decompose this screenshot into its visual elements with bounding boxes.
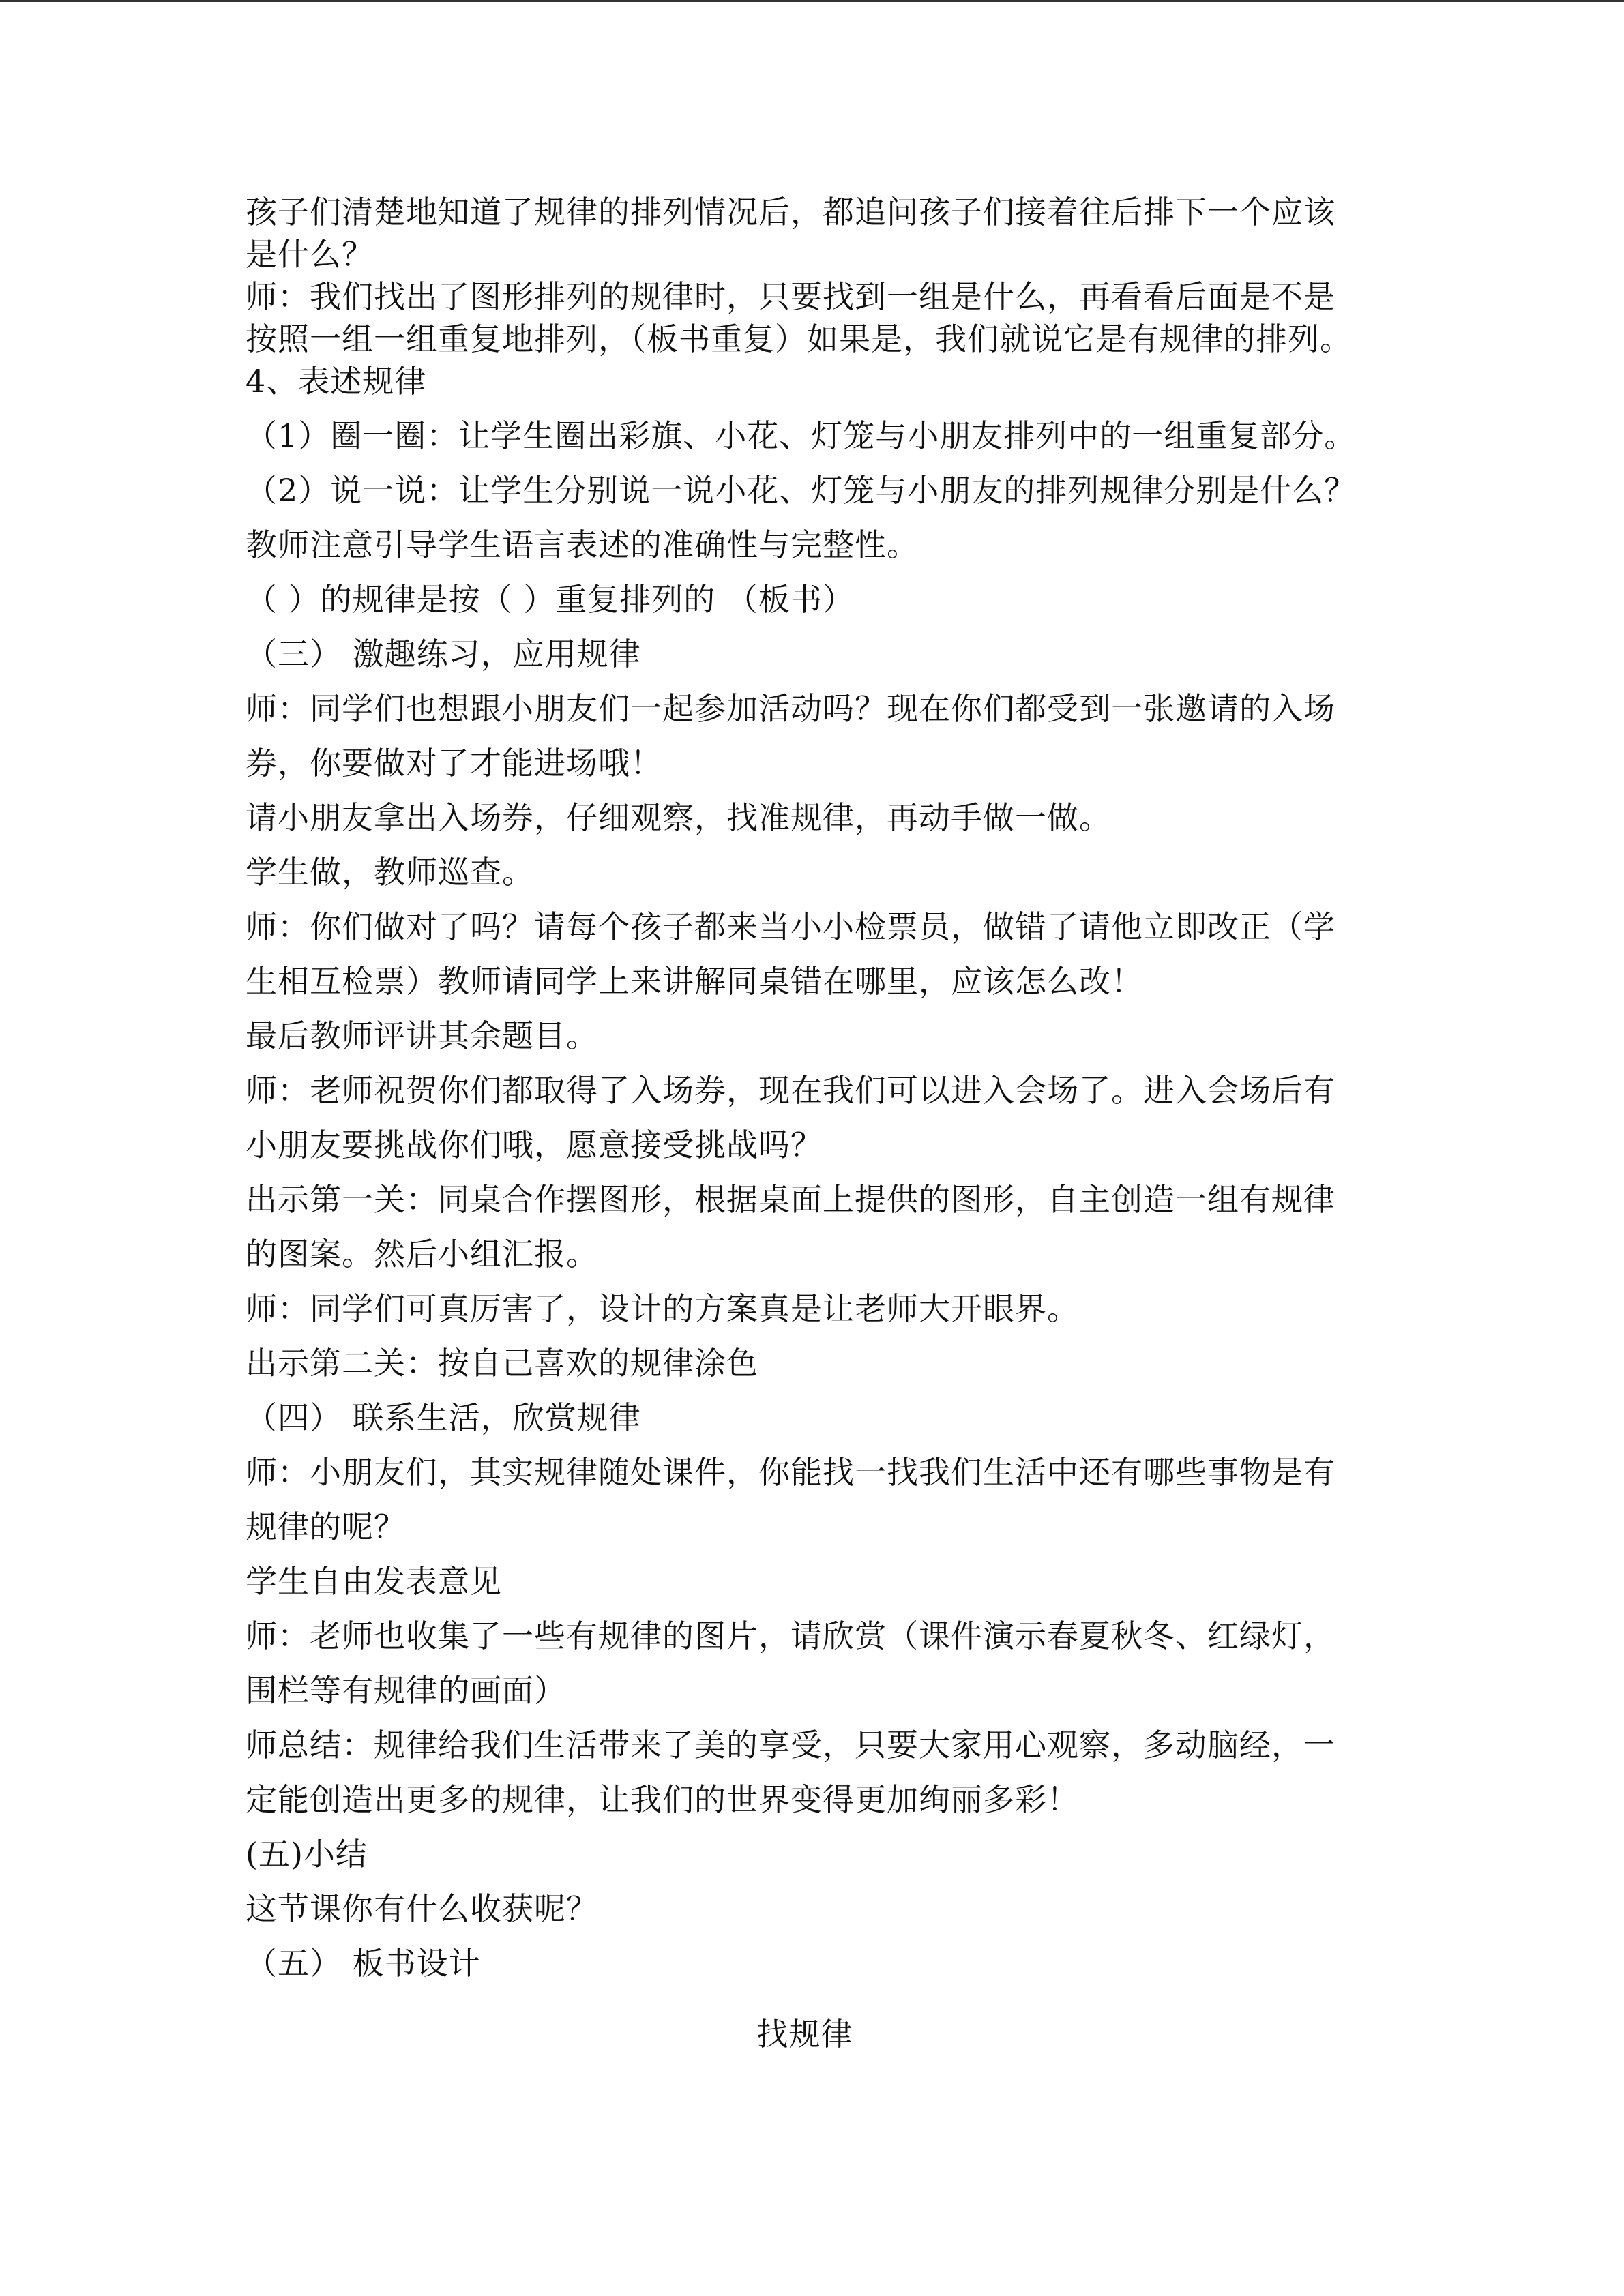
paragraph-line: （1）圈一圈：让学生圈出彩旗、小花、灯笼与小朋友排列中的一组重复部分。 xyxy=(246,417,1357,454)
paragraph-line: 师：我们找出了图形排列的规律时，只要找到一组是什么，再看看后面是不是 xyxy=(246,278,1335,315)
paragraph-line: 小朋友要挑战你们哦，愿意接受挑战吗？ xyxy=(246,1127,823,1163)
fill-in-blank-line: （ ）的规律是按（ ）重复排列的 （板书） xyxy=(246,581,855,618)
paragraph-line: 的图案。然后小组汇报。 xyxy=(246,1236,598,1272)
paragraph-line: 出示第一关：同桌合作摆图形，根据桌面上提供的图形，自主创造一组有规律 xyxy=(246,1181,1335,1218)
paragraph-line: 孩子们清楚地知道了规律的排列情况后，都追问孩子们接着往后排下一个应该 xyxy=(246,194,1335,230)
paragraph-line: 学生做，教师巡查。 xyxy=(246,854,534,891)
paragraph-line: 师：同学们也想跟小朋友们一起参加活动吗？现在你们都受到一张邀请的入场 xyxy=(246,690,1335,727)
paragraph-line: 教师注意引导学生语言表述的准确性与完整性。 xyxy=(246,526,919,563)
paragraph-line: 按照一组一组重复地排列，（板书重复）如果是，我们就说它是有规律的排列。 xyxy=(246,320,1352,357)
paragraph-line: 最后教师评讲其余题目。 xyxy=(246,1017,598,1054)
page-top-border xyxy=(0,0,1624,2)
paragraph-line: 券，你要做对了才能进场哦！ xyxy=(246,745,662,781)
paragraph-line: 定能创造出更多的规律，让我们的世界变得更加绚丽多彩！ xyxy=(246,1781,1079,1818)
paragraph-line: 学生自由发表意见 xyxy=(246,1563,502,1600)
paragraph-line: 规律的呢？ xyxy=(246,1508,406,1545)
paragraph-line: 师：老师祝贺你们都取得了入场券，现在我们可以进入会场了。进入会场后有 xyxy=(246,1072,1335,1109)
paragraph-line: 师：你们做对了吗？请每个孩子都来当小小检票员，做错了请他立即改正（学 xyxy=(246,908,1335,945)
paragraph-line: 这节课你有什么收获呢？ xyxy=(246,1890,598,1927)
paragraph-line: 生相互检票）教师请同学上来讲解同桌错在哪里，应该怎么改！ xyxy=(246,963,1143,1000)
paragraph-line: 师总结：规律给我们生活带来了美的享受，只要大家用心观察，多动脑经，一 xyxy=(246,1727,1335,1763)
section-heading: （三） 激趣练习，应用规律 xyxy=(246,636,641,672)
paragraph-line: 出示第二关：按自己喜欢的规律涂色 xyxy=(246,1345,758,1382)
board-design-title: 找规律 xyxy=(756,2016,853,2053)
section-heading: 4、表述规律 xyxy=(246,363,427,400)
paragraph-line: 师：老师也收集了一些有规律的图片，请欣赏（课件演示春夏秋冬、红绿灯， xyxy=(246,1617,1335,1654)
paragraph-line: 是什么？ xyxy=(246,236,374,273)
paragraph-line: 请小朋友拿出入场券，仔细观察，找准规律，再动手做一做。 xyxy=(246,799,1111,836)
paragraph-line: （2）说一说：让学生分别说一说小花、灯笼与小朋友的排列规律分别是什么？ xyxy=(246,472,1357,509)
document-body xyxy=(246,191,1364,2055)
paragraph-line: 围栏等有规律的画面） xyxy=(246,1672,566,1709)
section-heading: （五） 板书设计 xyxy=(246,1945,481,1982)
paragraph-line: 师：同学们可真厉害了，设计的方案真是让老师大开眼界。 xyxy=(246,1290,1079,1327)
section-heading: (五)小结 xyxy=(246,1836,368,1873)
paragraph-line: 师：小朋友们，其实规律随处课件，你能找一找我们生活中还有哪些事物是有 xyxy=(246,1454,1335,1491)
section-heading: （四） 联系生活，欣赏规律 xyxy=(246,1399,641,1436)
